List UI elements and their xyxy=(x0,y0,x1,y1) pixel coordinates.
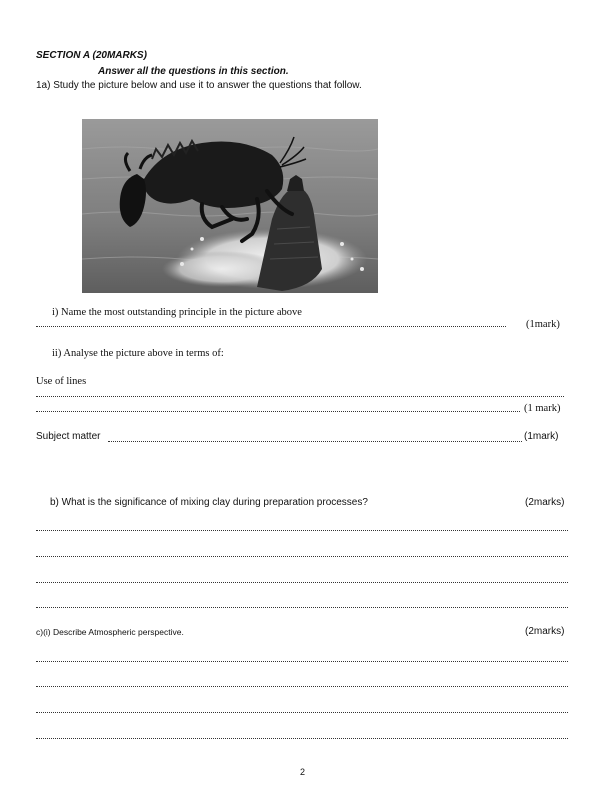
answer-line-1b-2 xyxy=(36,556,568,557)
answer-line-lines-2 xyxy=(36,411,520,412)
answer-line-1c-4 xyxy=(36,738,568,739)
question-1a-prompt: 1a) Study the picture below and use it to answer the questions that follow. xyxy=(36,80,362,91)
question-1a-i-mark: (1mark) xyxy=(526,319,560,330)
question-1a-i-text: i) Name the most outstanding principle in the picture above xyxy=(52,307,302,318)
answer-line-1b-1 xyxy=(36,530,568,531)
question-1b-mark: (2marks) xyxy=(525,497,565,508)
page-number: 2 xyxy=(300,767,306,777)
answer-line-1a-i xyxy=(36,326,506,327)
question-1b-text: b) What is the significance of mixing clay during preparation processes? xyxy=(50,497,368,508)
question-1c-text: c)(i) Describe Atmospheric perspective. xyxy=(36,627,184,637)
answer-line-subject-matter xyxy=(108,441,522,442)
answer-line-1b-3 xyxy=(36,582,568,583)
answer-line-1c-1 xyxy=(36,661,568,662)
answer-line-lines-1 xyxy=(36,396,564,397)
answer-line-1c-3 xyxy=(36,712,568,713)
subject-matter-label: Subject matter xyxy=(36,431,101,442)
use-of-lines-mark: (1 mark) xyxy=(524,403,561,414)
answer-line-1b-4 xyxy=(36,607,568,608)
subject-matter-mark: (1mark) xyxy=(524,431,559,442)
use-of-lines-label: Use of lines xyxy=(36,376,87,387)
wildebeest-crocodile-photo xyxy=(82,119,378,293)
section-instruction: Answer all the questions in this section. xyxy=(98,66,289,77)
question-1c-mark: (2marks) xyxy=(525,626,565,637)
section-title: SECTION A (20MARKS) xyxy=(36,50,147,61)
answer-line-1c-2 xyxy=(36,686,568,687)
question-1a-ii-text: ii) Analyse the picture above in terms of: xyxy=(52,348,224,359)
